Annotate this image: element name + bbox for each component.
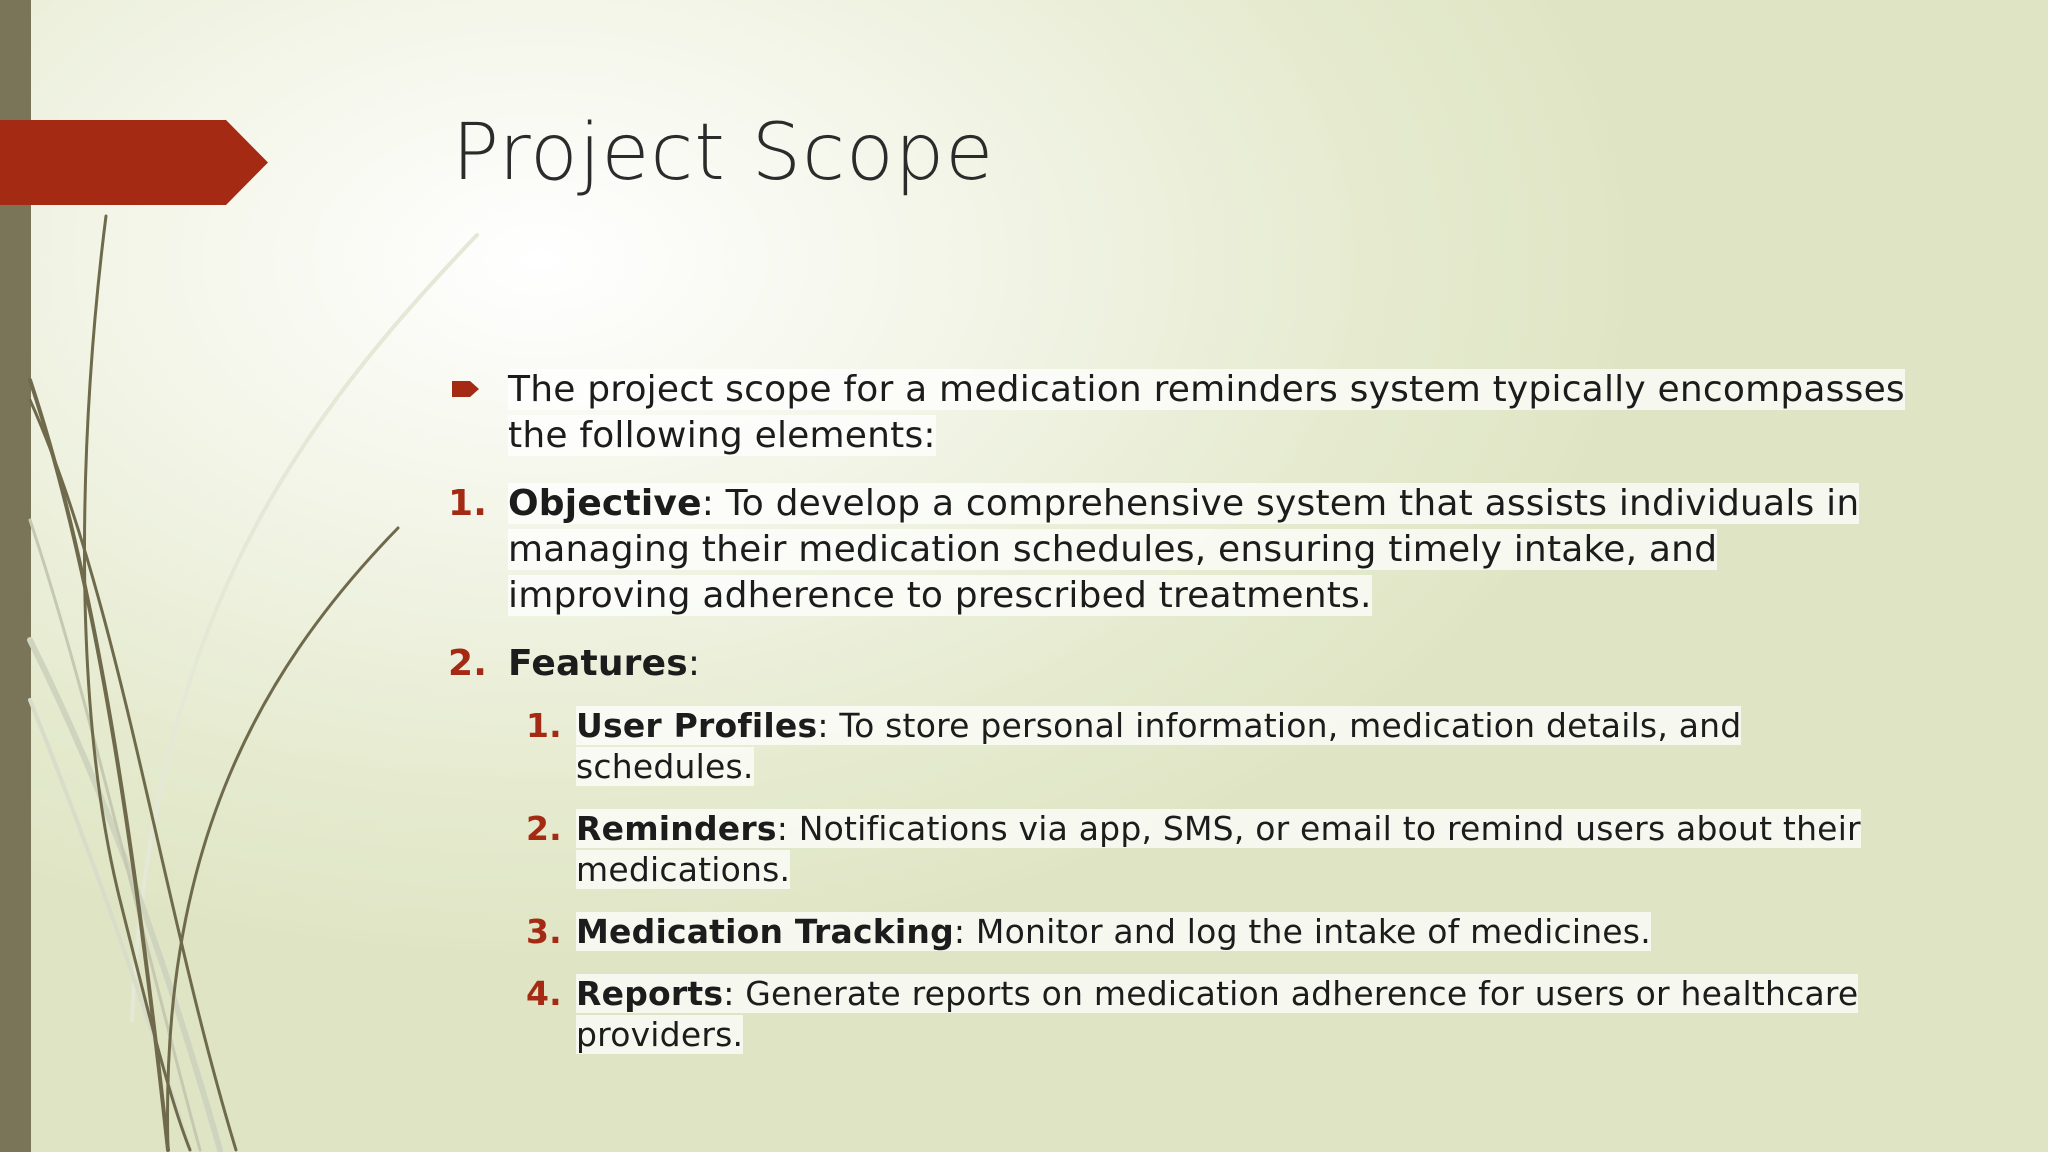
subitem-term: Reports bbox=[576, 974, 724, 1013]
sublist-number: 4. bbox=[526, 974, 562, 1013]
list-number: 1. bbox=[448, 483, 488, 524]
list-item-features bbox=[448, 641, 1908, 1055]
sublist-number: 1. bbox=[526, 706, 562, 745]
features-sublist bbox=[448, 705, 1908, 1055]
item-term: Features bbox=[508, 643, 688, 684]
subitem-term: Medication Tracking bbox=[576, 912, 954, 951]
intro-text: The project scope for a medication reminders system typically encompasses the following elements: bbox=[508, 369, 1905, 456]
item-text: : To develop a comprehensive system that assists individuals in managing their medication schedules, ensuring timely intake, and improving adherence to prescribed treatments. bbox=[508, 483, 1860, 616]
subitem-term: Reminders bbox=[576, 809, 777, 848]
sublist-number: 3. bbox=[526, 912, 562, 951]
sublist-item bbox=[526, 973, 1908, 1055]
item-text: : bbox=[687, 643, 701, 684]
item-term: Objective bbox=[508, 483, 702, 524]
sublist-item bbox=[526, 911, 1908, 952]
subitem-text: : To store personal information, medication details, and schedules. bbox=[576, 706, 1742, 786]
sublist-number: 2. bbox=[526, 809, 562, 848]
decorative-stems bbox=[0, 0, 500, 1152]
list-number: 2. bbox=[448, 643, 488, 684]
subitem-term: User Profiles bbox=[576, 706, 818, 745]
slide-title: Project Scope bbox=[452, 108, 995, 198]
slide-body bbox=[448, 367, 1908, 1055]
subitem-text: : Generate reports on medication adherence for users or healthcare providers. bbox=[576, 974, 1859, 1054]
subitem-text: : Notifications via app, SMS, or email to remind users about their medications. bbox=[576, 809, 1861, 889]
list-item-objective bbox=[448, 481, 1908, 619]
sublist-item bbox=[526, 808, 1908, 890]
subitem-text: : Monitor and log the intake of medicines. bbox=[953, 912, 1651, 951]
arrow-bullet-icon bbox=[452, 379, 480, 399]
sublist-item bbox=[526, 705, 1908, 787]
intro-paragraph bbox=[448, 367, 1908, 459]
